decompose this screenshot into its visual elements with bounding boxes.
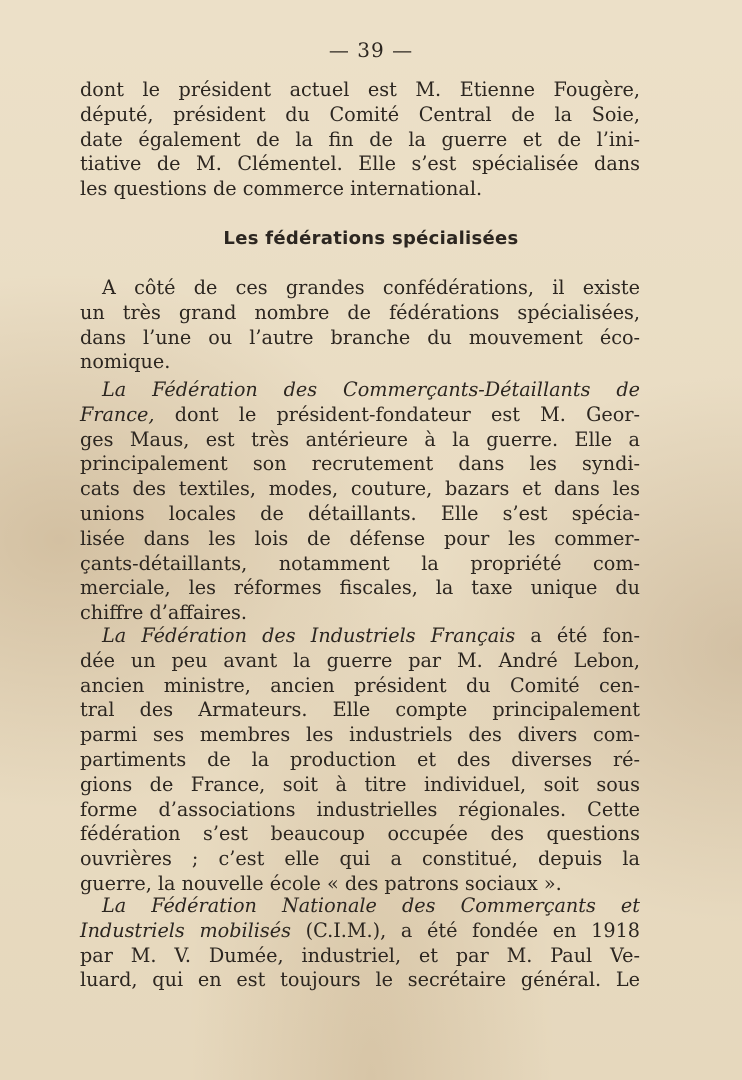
- italic-title: France,: [80, 402, 155, 426]
- text-line: [80, 378, 640, 403]
- text-line: tral des Armateurs. Elle compte principalement: [80, 698, 640, 722]
- section-heading: Les fédérations spécialisées: [223, 228, 519, 249]
- text-line: [80, 624, 640, 649]
- text-line: ouvrières ; c’est elle qui a constitué, depuis la: [80, 847, 640, 871]
- text-line: luard, qui en est toujours le secrétaire général. Le: [80, 968, 640, 992]
- text-line: unions locales de détaillants. Elle s’est spécia-: [80, 501, 640, 525]
- italic-title: Industriels mobilisés: [80, 918, 291, 942]
- text-line: guerre, la nouvelle école « des patrons sociaux ».: [80, 871, 562, 895]
- text-line: un très grand nombre de fédérations spécialisées,: [80, 300, 640, 324]
- text-line: gions de France, soit à titre individuel, soit sous: [80, 772, 640, 796]
- italic-title: La Fédération des Commerçants-Détaillants de: [102, 378, 640, 401]
- text-line: dont le président actuel est M. Etienne Fougère,: [80, 78, 640, 101]
- text-line: [80, 894, 640, 919]
- text-line: çants-détaillants, notamment la propriété com-: [80, 551, 640, 575]
- text-run: dont le président-fondateur est M. Geor-: [154, 402, 640, 426]
- text-line: parmi ses membres les industriels des divers com-: [80, 723, 640, 747]
- text-run: (C.I.M.), a été fondée en 1918: [290, 918, 641, 942]
- italic-title: La Fédération Nationale des Commerçants et: [102, 894, 640, 917]
- paragraph-continuation: [80, 78, 640, 202]
- text-line: nomique.: [80, 350, 171, 374]
- text-line: [80, 919, 640, 944]
- paragraph-intro: [80, 276, 640, 375]
- text-line: tiative de M. Clémentel. Elle s’est spécialisée dans: [80, 152, 640, 176]
- text-line: dée un peu avant la guerre par M. André Lebon,: [80, 648, 640, 672]
- page-number: — 39 —: [328, 38, 414, 62]
- text-line: ges Maus, est très antérieure à la guerre. Elle a: [80, 427, 640, 451]
- text-line: principalement son recrutement dans les syndi-: [80, 452, 640, 476]
- text-line: partiments de la production et des diverses ré-: [80, 747, 640, 771]
- italic-title: La Fédération des Industriels Français: [102, 624, 516, 647]
- text-line: fédération s’est beaucoup occupée des questions: [80, 822, 640, 846]
- text-line: A côté de ces grandes confédérations, il existe: [102, 276, 640, 299]
- paragraph-industriels: [80, 624, 640, 897]
- text-line: ancien ministre, ancien président du Comité cen-: [80, 673, 640, 697]
- text-line: député, président du Comité Central de la Soie,: [80, 102, 640, 126]
- text-line: date également de la fin de la guerre et de l’ini-: [80, 127, 640, 151]
- paragraph-mobilises: [80, 894, 640, 993]
- text-line: chiffre d’affaires.: [80, 601, 248, 625]
- text-run: a été fon-: [515, 624, 641, 647]
- text-line: par M. V. Dumée, industriel, et par M. Paul Ve-: [80, 943, 640, 967]
- text-line: dans l’une ou l’autre branche du mouvement éco-: [80, 325, 640, 349]
- text-line: forme d’associations industrielles régionales. Cette: [80, 797, 640, 821]
- text-line: cats des textiles, modes, couture, bazars et dans les: [80, 477, 640, 501]
- text-line: lisée dans les lois de défense pour les commer-: [80, 526, 640, 550]
- text-line: [80, 403, 640, 428]
- text-line: les questions de commerce international.: [80, 177, 483, 201]
- text-line: merciale, les réformes fiscales, la taxe unique du: [80, 576, 640, 600]
- paragraph-detaillants: [80, 378, 640, 626]
